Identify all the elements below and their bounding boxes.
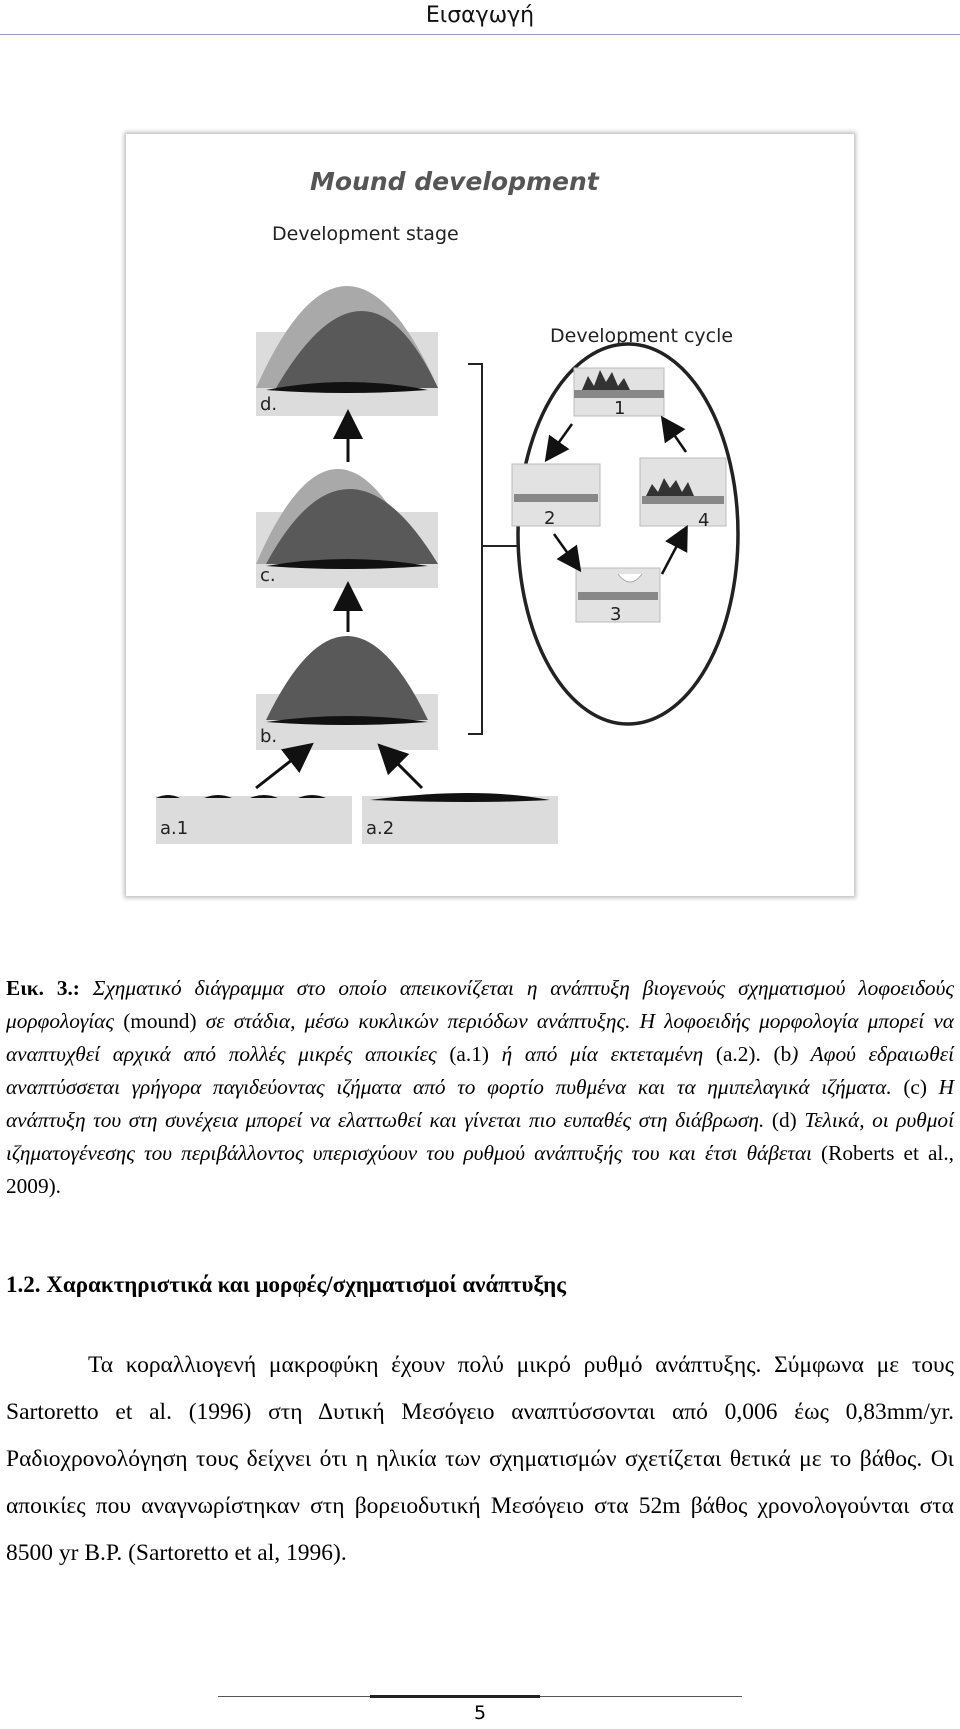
caption-text-7: ) Αφού εδραιωθεί αναπτύσσεται γρήγορα παγιδεύοντας ιζήματα από το φορτίο πυθμένα και τα ημιπελαγικά ιζήματα. bbox=[6, 1042, 955, 1099]
page-number: 5 bbox=[473, 1702, 487, 1724]
body-paragraph bbox=[6, 1342, 954, 1577]
cycle-arrow-3-to-4 bbox=[662, 536, 682, 574]
cycle-label-3: 3 bbox=[610, 604, 622, 625]
section-heading: 1.2. Χαρακτηριστικά και μορφές/σχηματισμοί ανάπτυξης bbox=[6, 1272, 566, 1297]
stage-c-panel bbox=[256, 469, 438, 588]
caption-text-5: ή από μία εκτεταμένη bbox=[488, 1042, 716, 1066]
footer-rule-accent bbox=[370, 1695, 540, 1698]
cycle-arrow-2-to-3 bbox=[554, 534, 574, 562]
cycle-arrow-4-to-1 bbox=[668, 426, 686, 452]
stage-label-d: d. bbox=[260, 394, 278, 415]
running-header: Εισαγωγή bbox=[425, 3, 535, 28]
cycle-heading: Development cycle bbox=[550, 325, 734, 347]
caption-text-10: (d) bbox=[771, 1108, 797, 1132]
figure-title: Mound development bbox=[310, 167, 599, 196]
caption-text-6: (a.2). (b bbox=[715, 1042, 792, 1066]
cycle-panel-2 bbox=[512, 464, 600, 529]
cycle-label-1: 1 bbox=[614, 398, 626, 419]
figure-caption bbox=[6, 972, 954, 1203]
cycle-arrow-1-to-2 bbox=[552, 424, 572, 452]
caption-text-3: σε στάδια, μέσω κυκλικών περιόδων ανάπτυξης. Η λοφοειδής μορφολογία μπορεί να αναπτυχθεί αρχικά από πολλές μικρές αποικίες bbox=[6, 1009, 954, 1066]
arrow-a1-to-b bbox=[256, 752, 302, 788]
stage-a2-panel bbox=[362, 793, 558, 844]
caption-text-8: (c) bbox=[903, 1075, 927, 1099]
cycle-panel-4 bbox=[640, 458, 726, 531]
body-paragraph-text: Τα κοραλλιογενή μακροφύκη έχουν πολύ μικρό ρυθμό ανάπτυξης. Σύμφωνα με τους Sartoretto et al. (1996) στη Δυτική Μεσόγειο αναπτύσσονται από 0,006 έως 0,83mm/yr. Ραδιοχρονολόγηση τους δείχνει ότι η ηλικία των σχηματισμών σχετίζεται θετικά με το βάθος. Οι αποικίες που αναγνωρίστηκαν στη βορειοδυτική Μεσόγειο στα 52m βάθος χρονολογούνται στα 8500 yr B.P. (Sartoretto et al, 1996). bbox=[6, 1352, 954, 1566]
caption-text-1: Σχηματικό διάγραμμα στο οποίο απεικονίζεται η ανάπτυξη βιογενούς σχηματισμού λοφοειδούς μορφολογίας bbox=[6, 976, 954, 1033]
figure-diagram bbox=[126, 134, 854, 896]
stage-label-b: b. bbox=[260, 726, 278, 747]
stage-a1-panel bbox=[156, 795, 352, 844]
stage-b-panel bbox=[256, 636, 438, 750]
stage-label-a1: a.1 bbox=[160, 818, 189, 839]
caption-text-12: (Roberts et al., 2009). bbox=[6, 1141, 954, 1198]
cycle-panel-1 bbox=[574, 368, 664, 419]
stage-bracket bbox=[468, 364, 518, 734]
cycle-label-2: 2 bbox=[544, 508, 556, 529]
header-rule bbox=[0, 34, 960, 35]
caption-text-4: (a.1) bbox=[449, 1042, 489, 1066]
cycle-label-4: 4 bbox=[698, 510, 710, 531]
figure-mound-development bbox=[126, 134, 854, 896]
stage-d-panel bbox=[256, 286, 438, 416]
stage-label-c: c. bbox=[260, 565, 276, 586]
caption-text-9: Η ανάπτυξη του στη συνέχεια μπορεί να ελαττωθεί και γίνεται πιο ευπαθές στη διάβρωση. bbox=[6, 1075, 954, 1132]
caption-text-2: (mound) bbox=[123, 1009, 197, 1033]
caption-text-11: Τελικά, οι ρυθμοί ιζηματογένεσης του περιβάλλοντος υπερισχύουν του ρυθμού ανάπτυξής του και έτσι θάβεται bbox=[6, 1108, 954, 1165]
stage-label-a2: a.2 bbox=[366, 818, 395, 839]
caption-label: Εικ. 3.: bbox=[6, 976, 80, 1000]
cycle-panel-3 bbox=[576, 568, 660, 625]
stage-heading: Development stage bbox=[272, 223, 459, 245]
arrow-a2-to-b bbox=[388, 754, 422, 788]
